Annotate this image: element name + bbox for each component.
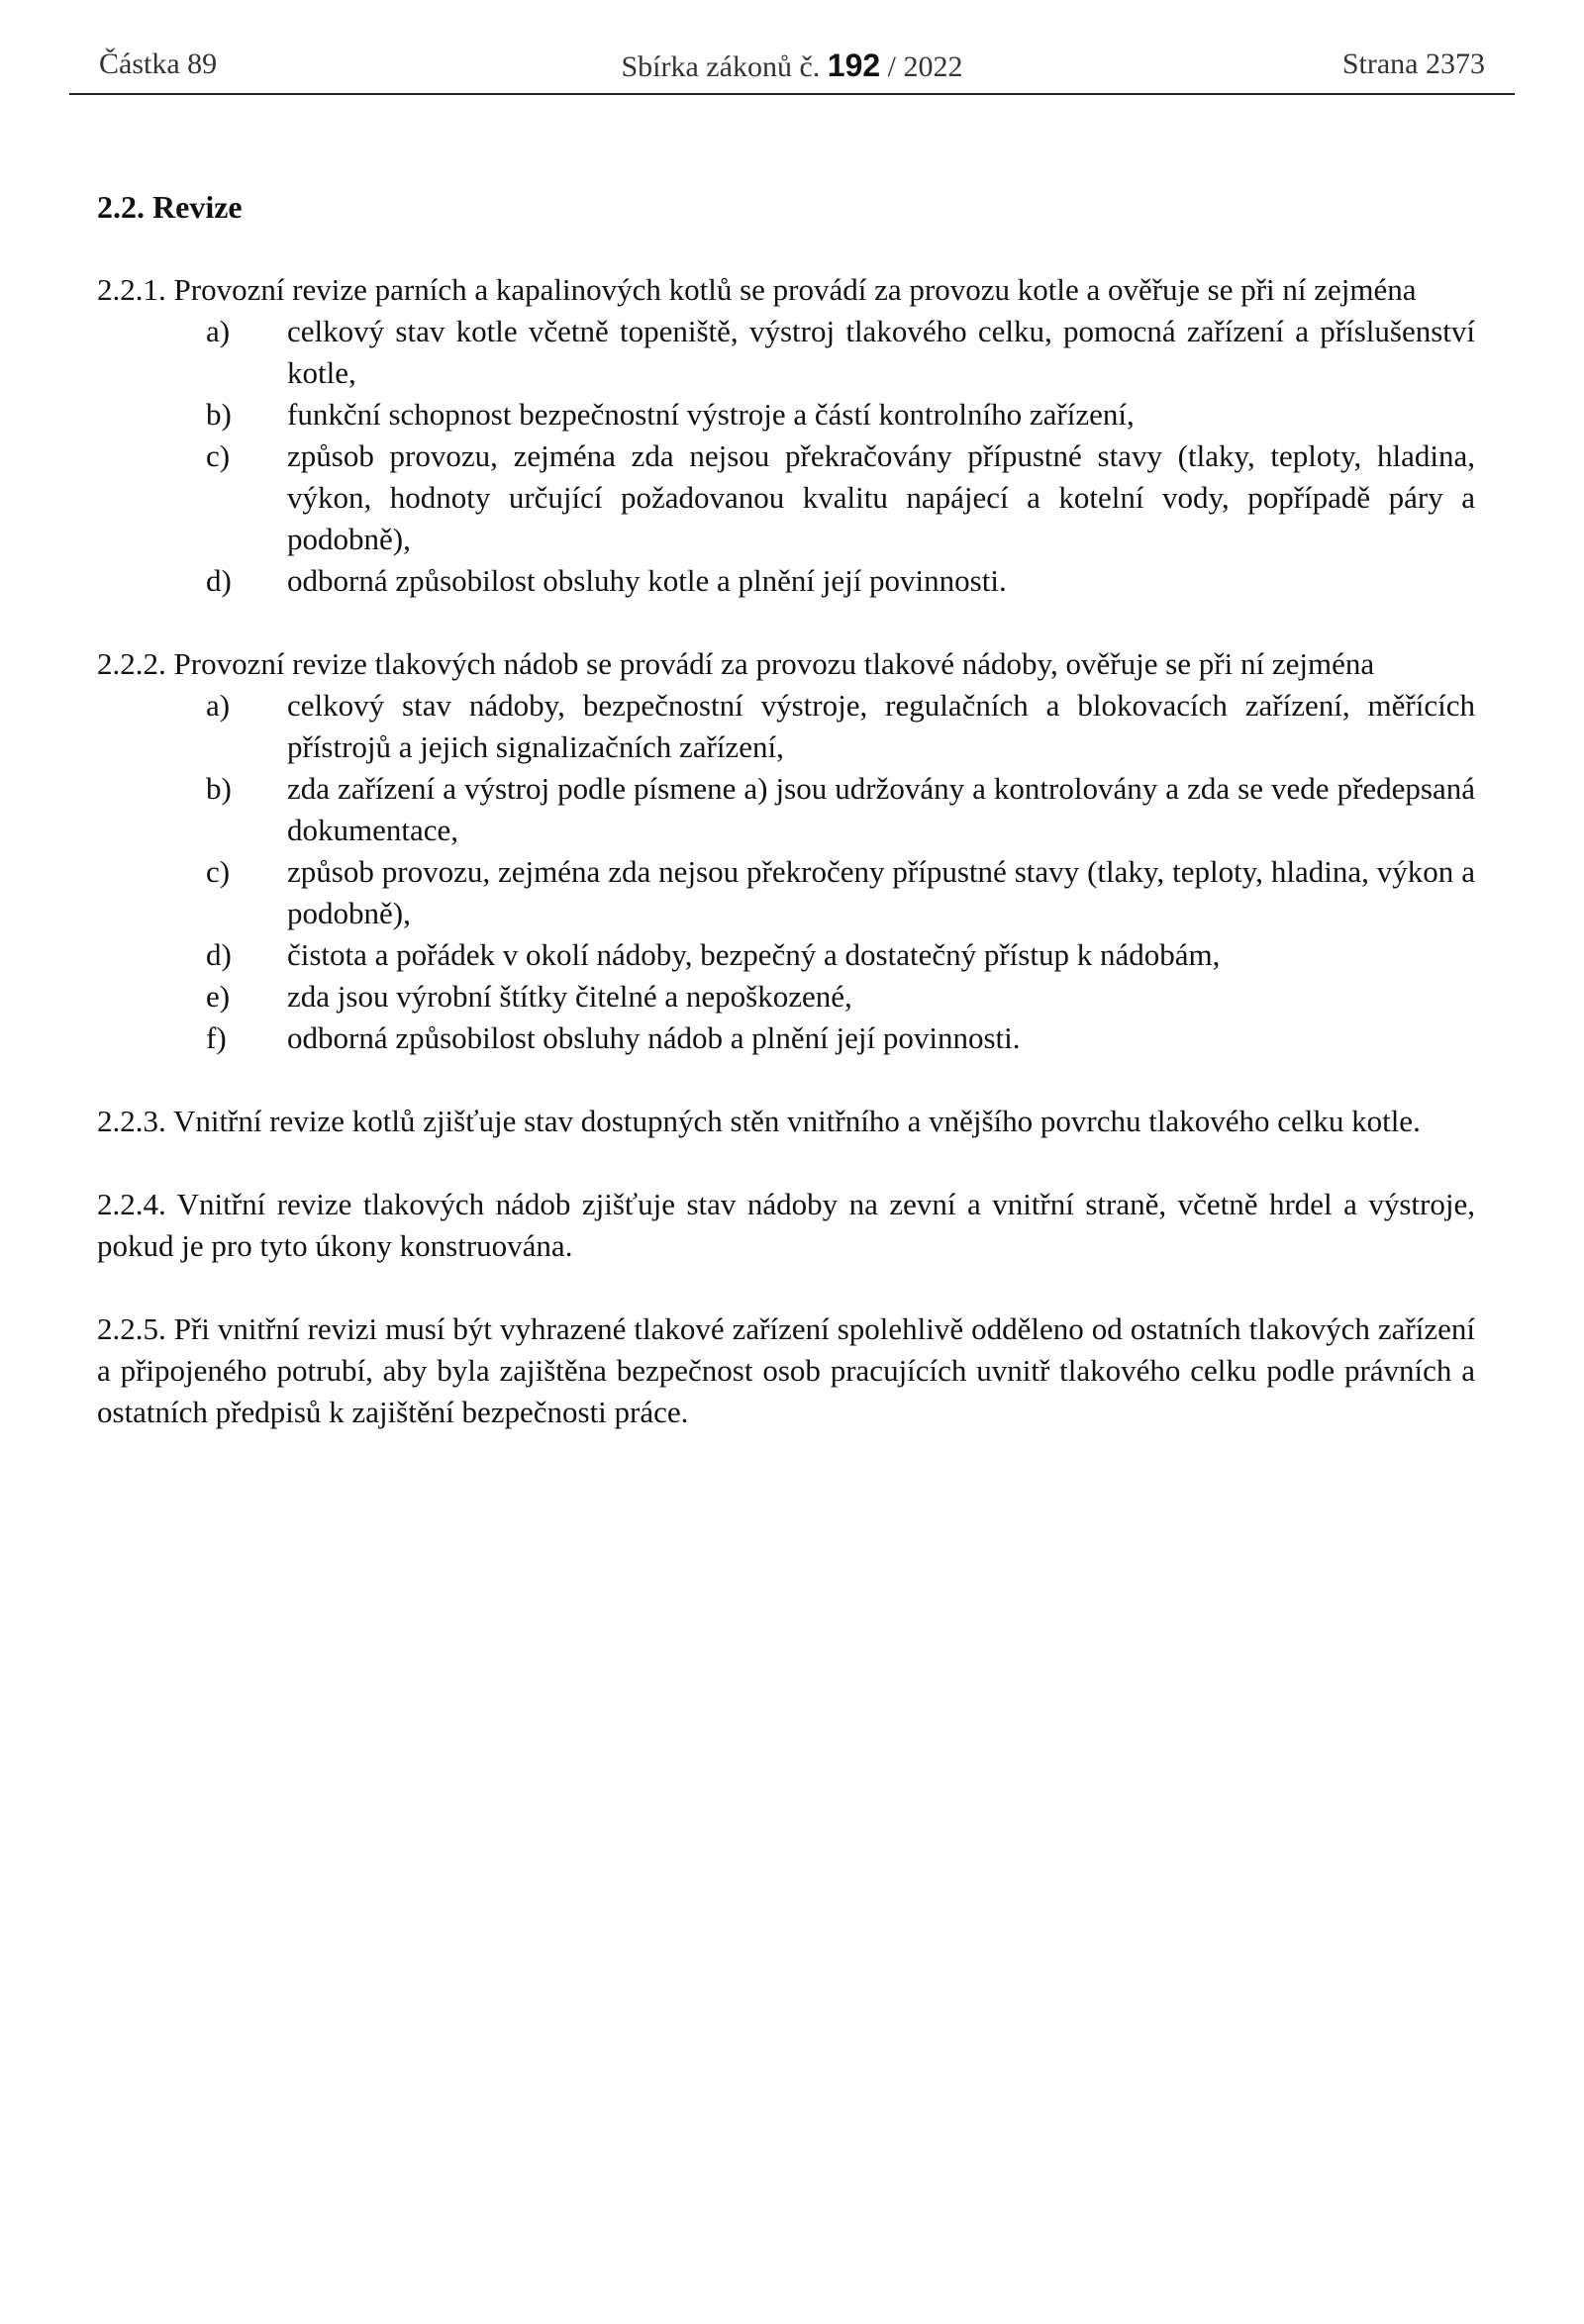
paragraph-2-2-2: 2.2.2. Provozní revize tlakových nádob se provádí za provozu tlakové nádoby, ověřuje se při ní zejména [97, 646, 1375, 681]
list-item [97, 560, 1475, 602]
paragraph-2-2-4: 2.2.4. Vnitřní revize tlakových nádob zjišťuje stav nádoby na zevní a vnitřní straně, včetně hrdel a výstroje, pokud je pro tyto úkony konstruována. [97, 1187, 1475, 1263]
paragraph-2-2-5: 2.2.5. Při vnitřní revizi musí být vyhrazené tlakové zařízení spolehlivě odděleno od ostatních tlakových zařízení a připojeného potrubí, aby byla zajištěna bezpečnost osob pracujících uvnitř tlakového celku podle právních a ostatních předpisů k zajištění bezpečnosti práce. [97, 1311, 1475, 1429]
list-item-text: odborná způsobilost obsluhy nádob a plnění její povinnosti. [287, 1020, 1021, 1055]
paragraph-2-2-3: 2.2.3. Vnitřní revize kotlů zjišťuje stav dostupných stěn vnitřního a vnějšího povrchu tlakového celku kotle. [97, 1104, 1421, 1138]
list-item-label: c) [206, 438, 231, 473]
list-item-label: d) [206, 563, 232, 598]
list-item-label: b) [206, 397, 232, 432]
list-2-2-2 [97, 685, 1475, 1059]
list-item-text: odborná způsobilost obsluhy kotle a plnění její povinnosti. [287, 563, 1007, 598]
header-law-number: 192 [827, 48, 881, 83]
list-item [97, 851, 1475, 934]
list-item [97, 1017, 1475, 1059]
list-item-text: celkový stav nádoby, bezpečnostní výstroje, regulačních a blokovacích zařízení, měřících přístrojů a jejich signalizačních zařízení, [287, 688, 1475, 764]
list-item [97, 768, 1475, 851]
section-title: 2.2. Revize [97, 189, 243, 225]
list-item-label: c) [206, 854, 231, 889]
list-item [97, 934, 1475, 976]
list-item-label: a) [206, 314, 231, 348]
list-item-text: celkový stav kotle včetně topeniště, výstroj tlakového celku, pomocná zařízení a příslušenství kotle, [287, 314, 1475, 390]
list-item-text: čistota a pořádek v okolí nádoby, bezpečný a dostatečný přístup k nádobám, [287, 937, 1221, 972]
list-item [97, 394, 1475, 436]
header-page-number: Strana 2373 [1341, 48, 1485, 80]
list-item-text: zda jsou výrobní štítky čitelné a nepoškozené, [287, 979, 852, 1014]
list-item [97, 311, 1475, 394]
list-item-text: zda zařízení a výstroj podle písmene a) jsou udržovány a kontrolovány a zda se vede předepsaná dokumentace, [287, 771, 1475, 847]
list-item-text: funkční schopnost bezpečnostní výstroje a částí kontrolního zařízení, [287, 397, 1135, 432]
list-item-text: způsob provozu, zejména zda nejsou překračovány přípustné stavy (tlaky, teploty, hladina, výkon, hodnoty určující požadovanou kvalitu napájecí a kotelní vody, popřípadě páry a podobně), [287, 438, 1475, 556]
header-collection-year: / 2022 [887, 50, 963, 83]
list-2-2-1 [97, 311, 1475, 602]
list-item-label: a) [206, 688, 231, 723]
list-item [97, 976, 1475, 1017]
list-item [97, 436, 1475, 560]
page-header [69, 44, 1515, 95]
list-item-text: způsob provozu, zejména zda nejsou překročeny přípustné stavy (tlaky, teploty, hladina, výkon a podobně), [287, 854, 1475, 930]
list-item-label: f) [206, 1020, 227, 1055]
paragraph-2-2-1: 2.2.1. Provozní revize parních a kapalinových kotlů se provádí za provozu kotle a ověřuje se při ní zejména [97, 272, 1417, 307]
header-collection-prefix: Sbírka zákonů č. [621, 50, 821, 83]
list-item [97, 685, 1475, 768]
document-body [97, 186, 1475, 1475]
header-collection [69, 48, 1515, 84]
list-item-label: e) [206, 979, 231, 1014]
header-issue: Částka 89 [99, 48, 218, 80]
list-item-label: b) [206, 771, 232, 806]
list-item-label: d) [206, 937, 232, 972]
